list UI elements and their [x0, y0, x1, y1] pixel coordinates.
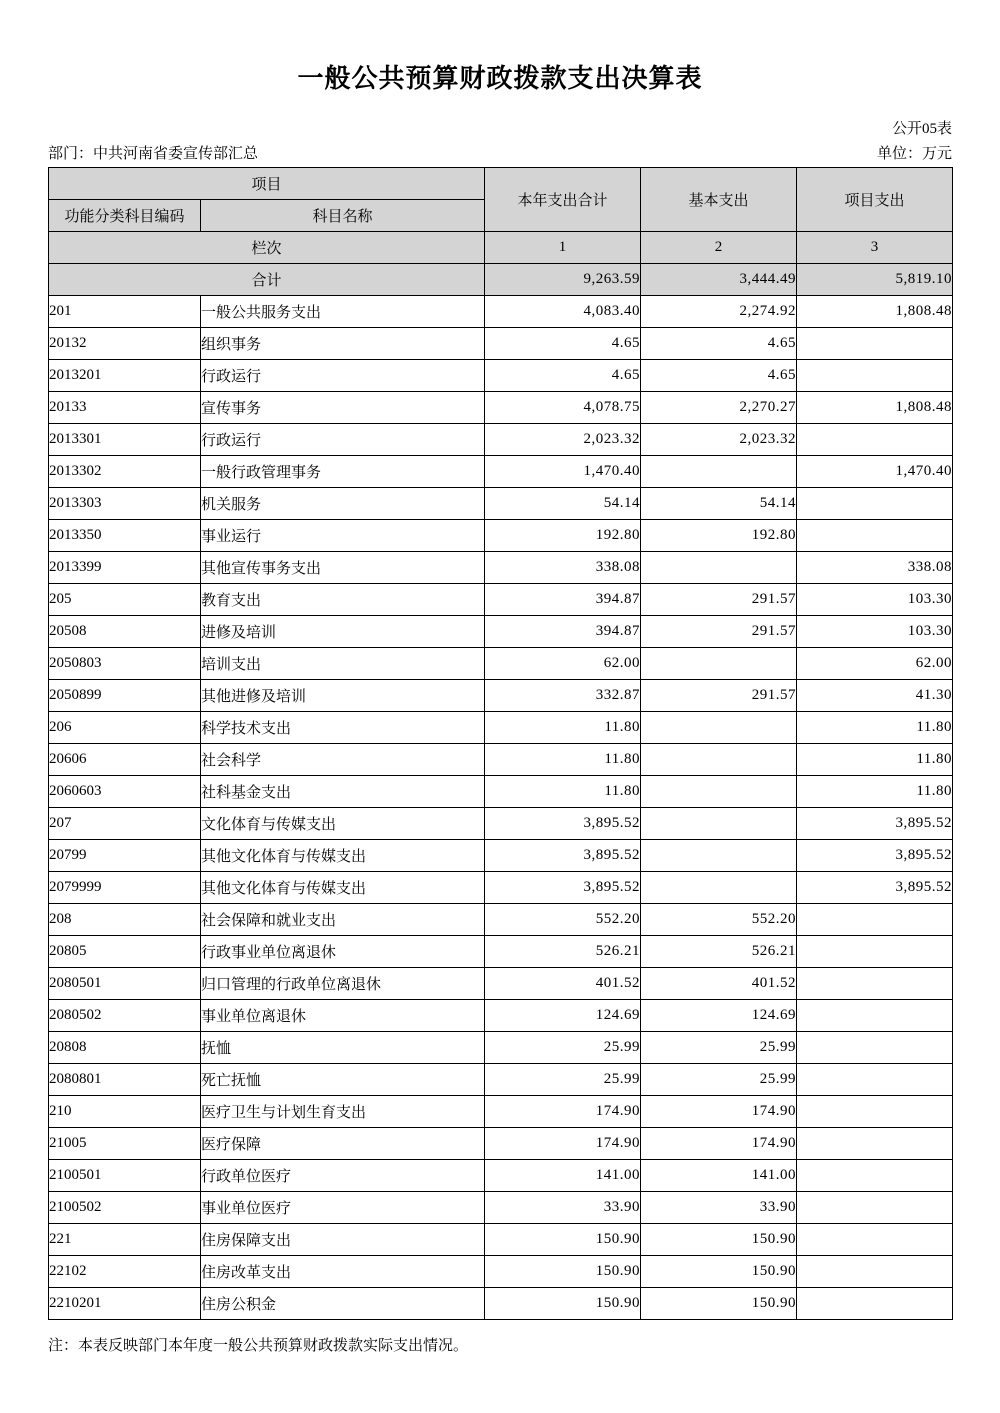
- cell-project: [797, 1256, 953, 1288]
- table-row: [49, 296, 953, 328]
- cell-project: [797, 360, 953, 392]
- cell-total: 11.80: [485, 712, 641, 744]
- cell-project: [797, 936, 953, 968]
- cell-total: 2,023.32: [485, 424, 641, 456]
- cell-project: 103.30: [797, 616, 953, 648]
- cell-subject-name: 社会保障和就业支出: [201, 904, 485, 936]
- cell-basic: [641, 456, 797, 488]
- cell-basic: 124.69: [641, 1000, 797, 1032]
- cell-project: [797, 1032, 953, 1064]
- cell-project: 1,808.48: [797, 296, 953, 328]
- cell-basic: 25.99: [641, 1032, 797, 1064]
- cell-project: 3,895.52: [797, 840, 953, 872]
- cell-total: 174.90: [485, 1128, 641, 1160]
- cell-basic: 2,023.32: [641, 424, 797, 456]
- cell-subject-name: 抚恤: [201, 1032, 485, 1064]
- cell-total: 11.80: [485, 776, 641, 808]
- cell-basic: [641, 552, 797, 584]
- cell-basic: 150.90: [641, 1288, 797, 1320]
- table-row: [49, 1160, 953, 1192]
- cell-function-code: 2080801: [49, 1064, 201, 1096]
- table-row: [49, 904, 953, 936]
- cell-basic: [641, 840, 797, 872]
- cell-basic: 2,270.27: [641, 392, 797, 424]
- cell-function-code: 2050803: [49, 648, 201, 680]
- cell-project: [797, 1160, 953, 1192]
- cell-project: [797, 1288, 953, 1320]
- total-row-basic: 3,444.49: [641, 264, 797, 296]
- cell-subject-name: 教育支出: [201, 584, 485, 616]
- cell-subject-name: 行政运行: [201, 424, 485, 456]
- table-row: [49, 1064, 953, 1096]
- form-number: 公开05表: [891, 121, 952, 137]
- cell-total: 141.00: [485, 1160, 641, 1192]
- cell-function-code: 201: [49, 296, 201, 328]
- cell-total: 3,895.52: [485, 808, 641, 840]
- cell-project: 11.80: [797, 776, 953, 808]
- table-row: [49, 616, 953, 648]
- cell-subject-name: 科学技术支出: [201, 712, 485, 744]
- cell-subject-name: 住房保障支出: [201, 1224, 485, 1256]
- table-row: [49, 936, 953, 968]
- table-row: [49, 712, 953, 744]
- cell-basic: [641, 648, 797, 680]
- header-column-index-2: 2: [641, 232, 797, 264]
- cell-total: 1,470.40: [485, 456, 641, 488]
- cell-subject-name: 归口管理的行政单位离退休: [201, 968, 485, 1000]
- header-total-col: 本年支出合计: [485, 168, 641, 232]
- table-row: [49, 648, 953, 680]
- cell-subject-name: 宣传事务: [201, 392, 485, 424]
- cell-basic: 2,274.92: [641, 296, 797, 328]
- table-row: [49, 680, 953, 712]
- table-row: [49, 1096, 953, 1128]
- cell-subject-name: 事业单位医疗: [201, 1192, 485, 1224]
- cell-basic: 33.90: [641, 1192, 797, 1224]
- cell-total: 33.90: [485, 1192, 641, 1224]
- cell-total: 25.99: [485, 1064, 641, 1096]
- cell-total: 4.65: [485, 328, 641, 360]
- header-project-group: 项目: [49, 168, 485, 200]
- cell-function-code: 2079999: [49, 872, 201, 904]
- cell-subject-name: 组织事务: [201, 328, 485, 360]
- cell-function-code: 2210201: [49, 1288, 201, 1320]
- table-header: [49, 168, 953, 264]
- cell-project: 62.00: [797, 648, 953, 680]
- cell-project: 103.30: [797, 584, 953, 616]
- table-row: [49, 968, 953, 1000]
- cell-function-code: 207: [49, 808, 201, 840]
- cell-basic: [641, 872, 797, 904]
- cell-project: [797, 520, 953, 552]
- cell-function-code: 2050899: [49, 680, 201, 712]
- cell-function-code: 208: [49, 904, 201, 936]
- cell-function-code: 20132: [49, 328, 201, 360]
- cell-total: 394.87: [485, 584, 641, 616]
- cell-total: 401.52: [485, 968, 641, 1000]
- cell-basic: [641, 808, 797, 840]
- cell-project: [797, 328, 953, 360]
- cell-total: 394.87: [485, 616, 641, 648]
- cell-total: 150.90: [485, 1224, 641, 1256]
- cell-function-code: 2013201: [49, 360, 201, 392]
- cell-project: [797, 1192, 953, 1224]
- cell-function-code: 2013350: [49, 520, 201, 552]
- meta-row: [48, 142, 952, 163]
- total-row-total: 9,263.59: [485, 264, 641, 296]
- cell-function-code: 210: [49, 1096, 201, 1128]
- cell-total: 4.65: [485, 360, 641, 392]
- cell-function-code: 2060603: [49, 776, 201, 808]
- cell-basic: 141.00: [641, 1160, 797, 1192]
- cell-basic: 4.65: [641, 360, 797, 392]
- table-row: [49, 488, 953, 520]
- cell-function-code: 20808: [49, 1032, 201, 1064]
- unit-label: 单位：万元: [876, 146, 952, 162]
- header-column-index-1: 1: [485, 232, 641, 264]
- cell-subject-name: 机关服务: [201, 488, 485, 520]
- cell-total: 174.90: [485, 1096, 641, 1128]
- cell-basic: 552.20: [641, 904, 797, 936]
- cell-subject-name: 其他进修及培训: [201, 680, 485, 712]
- cell-total: 124.69: [485, 1000, 641, 1032]
- cell-project: [797, 1000, 953, 1032]
- table-row: [49, 840, 953, 872]
- table-row: [49, 424, 953, 456]
- header-code-col: 功能分类科目编码: [49, 200, 201, 232]
- cell-subject-name: 医疗卫生与计划生育支出: [201, 1096, 485, 1128]
- cell-function-code: 20799: [49, 840, 201, 872]
- cell-project: 338.08: [797, 552, 953, 584]
- cell-project: [797, 424, 953, 456]
- table-row: [49, 392, 953, 424]
- cell-basic: 291.57: [641, 584, 797, 616]
- cell-project: [797, 488, 953, 520]
- cell-total: 4,083.40: [485, 296, 641, 328]
- cell-subject-name: 事业单位离退休: [201, 1000, 485, 1032]
- cell-project: [797, 1224, 953, 1256]
- cell-total: 3,895.52: [485, 872, 641, 904]
- header-project-col: 项目支出: [797, 168, 953, 232]
- cell-total: 4,078.75: [485, 392, 641, 424]
- table-row: [49, 1288, 953, 1320]
- cell-total: 332.87: [485, 680, 641, 712]
- cell-total: 526.21: [485, 936, 641, 968]
- cell-basic: [641, 712, 797, 744]
- cell-project: [797, 1128, 953, 1160]
- cell-function-code: 2013303: [49, 488, 201, 520]
- table-row: [49, 808, 953, 840]
- cell-total: 192.80: [485, 520, 641, 552]
- cell-subject-name: 培训支出: [201, 648, 485, 680]
- cell-subject-name: 死亡抚恤: [201, 1064, 485, 1096]
- cell-subject-name: 医疗保障: [201, 1128, 485, 1160]
- cell-project: 3,895.52: [797, 808, 953, 840]
- cell-basic: 54.14: [641, 488, 797, 520]
- cell-total: 552.20: [485, 904, 641, 936]
- cell-function-code: 20133: [49, 392, 201, 424]
- table-row: [49, 456, 953, 488]
- table-row: [49, 552, 953, 584]
- cell-basic: 174.90: [641, 1128, 797, 1160]
- table-body: [49, 264, 953, 1320]
- page-title: 一般公共预算财政拨款支出决算表: [297, 64, 703, 94]
- table-row: [49, 872, 953, 904]
- cell-total: 62.00: [485, 648, 641, 680]
- cell-function-code: 22102: [49, 1256, 201, 1288]
- cell-basic: 150.90: [641, 1224, 797, 1256]
- table-row: [49, 744, 953, 776]
- cell-basic: 174.90: [641, 1096, 797, 1128]
- cell-basic: 25.99: [641, 1064, 797, 1096]
- header-column-index-label: 栏次: [49, 232, 485, 264]
- cell-total: 338.08: [485, 552, 641, 584]
- cell-basic: 192.80: [641, 520, 797, 552]
- cell-function-code: 20508: [49, 616, 201, 648]
- cell-total: 150.90: [485, 1256, 641, 1288]
- cell-subject-name: 文化体育与传媒支出: [201, 808, 485, 840]
- cell-basic: 401.52: [641, 968, 797, 1000]
- cell-function-code: 2013301: [49, 424, 201, 456]
- cell-project: 11.80: [797, 712, 953, 744]
- cell-function-code: 205: [49, 584, 201, 616]
- table-note: 注：本表反映部门本年度一般公共预算财政拨款实际支出情况。: [48, 1338, 469, 1354]
- cell-project: 11.80: [797, 744, 953, 776]
- cell-subject-name: 其他文化体育与传媒支出: [201, 840, 485, 872]
- cell-total: 25.99: [485, 1032, 641, 1064]
- cell-subject-name: 一般公共服务支出: [201, 296, 485, 328]
- cell-subject-name: 进修及培训: [201, 616, 485, 648]
- cell-function-code: 20805: [49, 936, 201, 968]
- cell-project: [797, 904, 953, 936]
- cell-project: 1,470.40: [797, 456, 953, 488]
- header-name-col: 科目名称: [201, 200, 485, 232]
- header-basic-col: 基本支出: [641, 168, 797, 232]
- table-row: [49, 1224, 953, 1256]
- cell-function-code: 2080502: [49, 1000, 201, 1032]
- cell-subject-name: 社科基金支出: [201, 776, 485, 808]
- cell-basic: 150.90: [641, 1256, 797, 1288]
- table-row: [49, 520, 953, 552]
- cell-subject-name: 住房改革支出: [201, 1256, 485, 1288]
- cell-function-code: 206: [49, 712, 201, 744]
- budget-table: [48, 167, 953, 1320]
- table-row: [49, 360, 953, 392]
- cell-basic: 291.57: [641, 680, 797, 712]
- cell-function-code: 21005: [49, 1128, 201, 1160]
- table-row: [49, 1000, 953, 1032]
- table-row: [49, 776, 953, 808]
- cell-project: 41.30: [797, 680, 953, 712]
- cell-project: 3,895.52: [797, 872, 953, 904]
- table-row: [49, 1032, 953, 1064]
- cell-total: 11.80: [485, 744, 641, 776]
- table-row-total: [49, 264, 953, 296]
- cell-subject-name: 其他宣传事务支出: [201, 552, 485, 584]
- cell-function-code: 2013302: [49, 456, 201, 488]
- cell-function-code: 20606: [49, 744, 201, 776]
- cell-subject-name: 事业运行: [201, 520, 485, 552]
- table-row: [49, 1256, 953, 1288]
- cell-function-code: 221: [49, 1224, 201, 1256]
- cell-basic: 291.57: [641, 616, 797, 648]
- cell-project: [797, 1064, 953, 1096]
- cell-subject-name: 一般行政管理事务: [201, 456, 485, 488]
- cell-subject-name: 社会科学: [201, 744, 485, 776]
- cell-basic: 526.21: [641, 936, 797, 968]
- total-row-project: 5,819.10: [797, 264, 953, 296]
- cell-basic: 4.65: [641, 328, 797, 360]
- cell-function-code: 2100502: [49, 1192, 201, 1224]
- cell-total: 54.14: [485, 488, 641, 520]
- table-row: [49, 1128, 953, 1160]
- cell-project: [797, 1096, 953, 1128]
- department-label: 部门：中共河南省委宣传部汇总: [48, 146, 259, 162]
- table-row: [49, 584, 953, 616]
- table-row: [49, 328, 953, 360]
- cell-subject-name: 行政运行: [201, 360, 485, 392]
- cell-basic: [641, 744, 797, 776]
- total-row-label: 合计: [49, 264, 485, 296]
- cell-basic: [641, 776, 797, 808]
- cell-project: 1,808.48: [797, 392, 953, 424]
- cell-subject-name: 住房公积金: [201, 1288, 485, 1320]
- cell-function-code: 2013399: [49, 552, 201, 584]
- cell-function-code: 2080501: [49, 968, 201, 1000]
- table-row: [49, 1192, 953, 1224]
- cell-subject-name: 其他文化体育与传媒支出: [201, 872, 485, 904]
- cell-total: 3,895.52: [485, 840, 641, 872]
- cell-project: [797, 968, 953, 1000]
- cell-function-code: 2100501: [49, 1160, 201, 1192]
- cell-subject-name: 行政单位医疗: [201, 1160, 485, 1192]
- cell-subject-name: 行政事业单位离退休: [201, 936, 485, 968]
- header-column-index-3: 3: [797, 232, 953, 264]
- cell-total: 150.90: [485, 1288, 641, 1320]
